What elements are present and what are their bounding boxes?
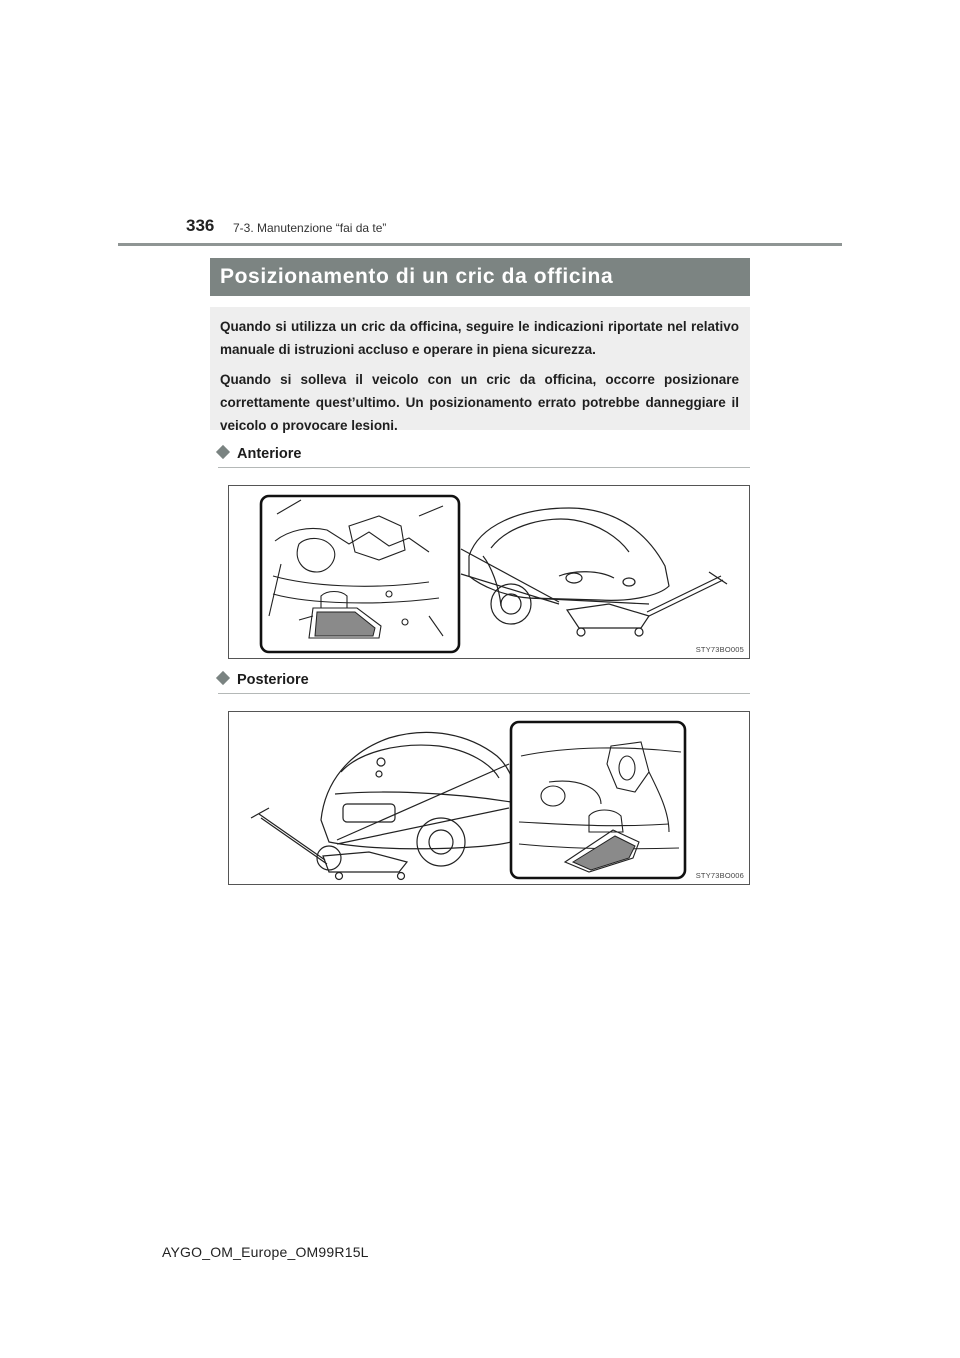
- front-jack-illustration: [229, 486, 749, 658]
- diamond-bullet-icon: [216, 445, 230, 459]
- intro-paragraph-1: Quando si utilizza un cric da officina, seguire le indicazioni riportate nel relativo manuale di istruzioni accluso e operare in piena sicurezza.: [220, 319, 739, 357]
- diamond-bullet-icon: [216, 671, 230, 685]
- section-heading-front-label: Anteriore: [237, 446, 302, 462]
- figure-code-front: STY73BO005: [695, 645, 744, 654]
- breadcrumb: 7-3. Manutenzione “fai da te”: [233, 221, 387, 235]
- intro-box: [210, 307, 750, 433]
- figure-rear-jack-point: [228, 711, 750, 885]
- section-heading-rear-label: Posteriore: [237, 672, 309, 688]
- page-number: 336: [186, 216, 215, 235]
- rear-jack-illustration: [229, 712, 749, 884]
- page-title: Posizionamento di un cric da officina: [220, 265, 614, 288]
- section-heading-front: [218, 446, 750, 468]
- footer-doc-id: AYGO_OM_Europe_OM99R15L: [162, 1244, 369, 1260]
- title-bar: [210, 258, 750, 296]
- figure-code-rear: STY73BO006: [695, 871, 744, 880]
- header-rule: [118, 243, 842, 246]
- intro-paragraph-2: Quando si solleva il veicolo con un cric da officina, occorre posizionare correttamente quest’ultimo. Un posizionamento errato potrebbe danneggiare il veicolo o provocare lesioni.: [220, 372, 739, 433]
- figure-front-jack-point: [228, 485, 750, 659]
- section-heading-rear: [218, 672, 750, 694]
